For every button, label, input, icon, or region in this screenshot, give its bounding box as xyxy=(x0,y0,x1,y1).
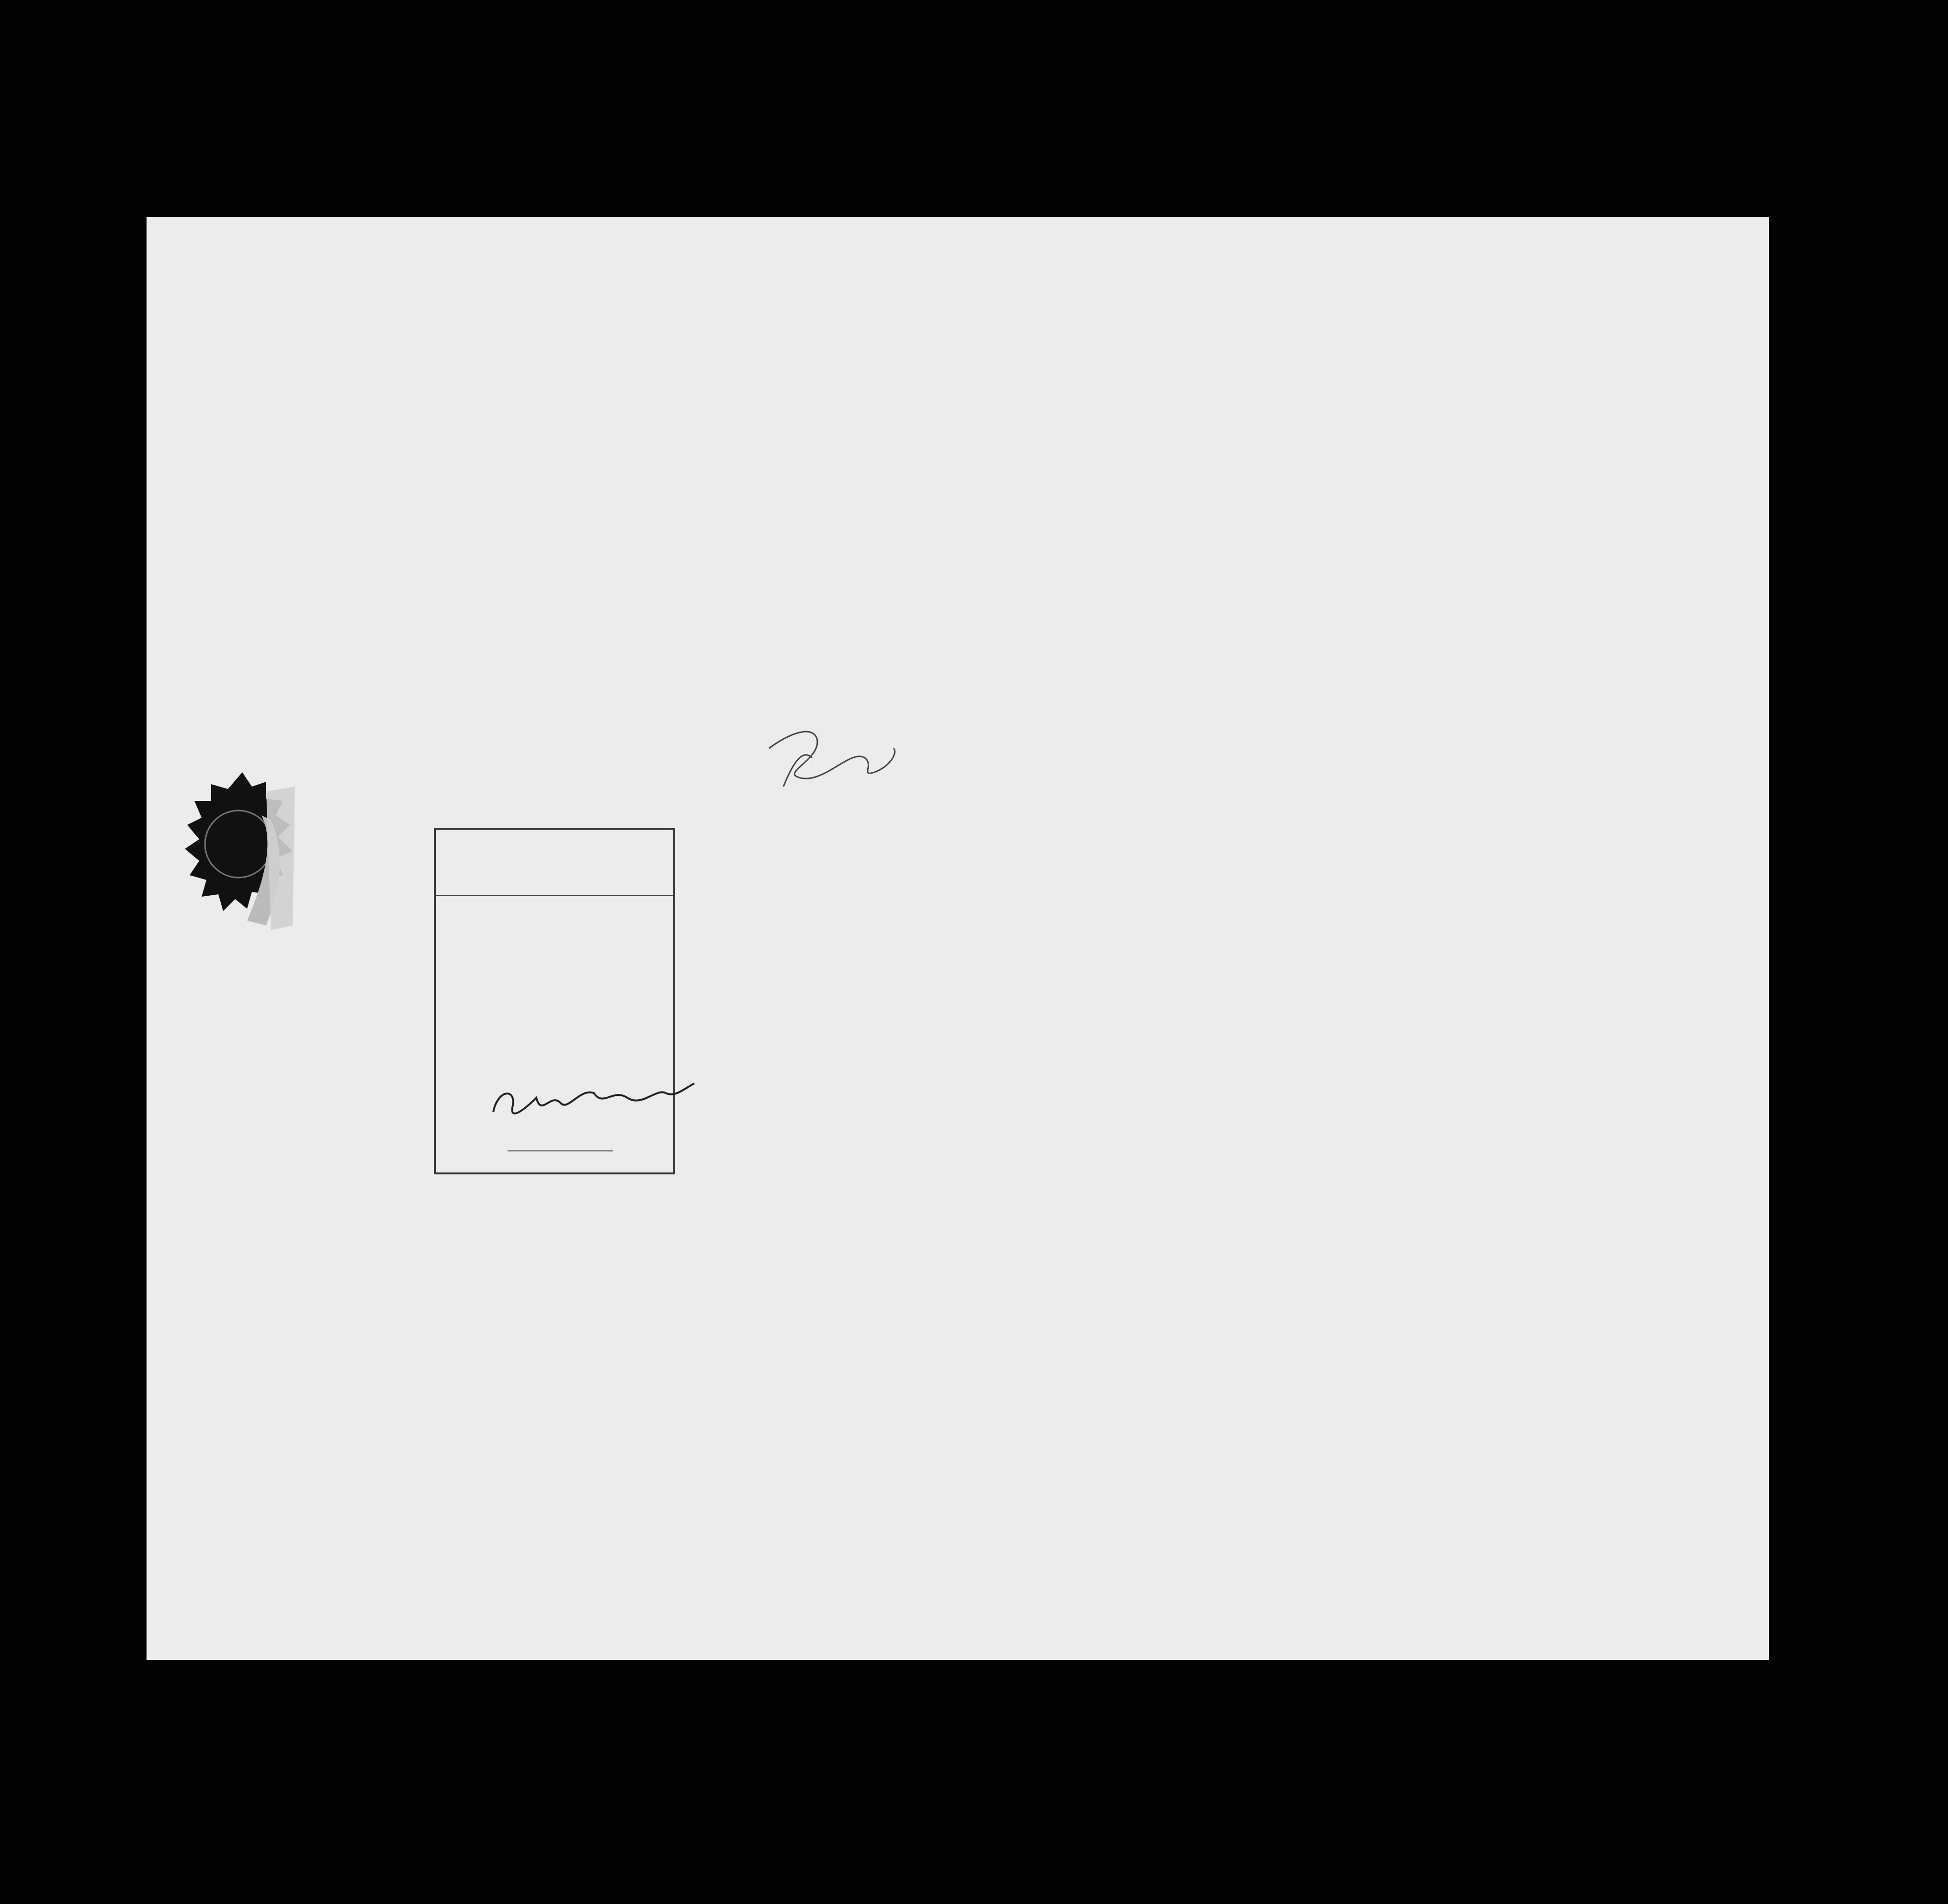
ribbon-seal-icon xyxy=(185,767,300,959)
manifest-grid xyxy=(147,217,1769,1660)
visa-issued xyxy=(443,994,450,1011)
visa-valid xyxy=(443,1012,447,1026)
manifest-sheet xyxy=(147,217,1769,1660)
visa-stamp xyxy=(434,828,675,1174)
visa-divider xyxy=(436,895,673,896)
visa-for xyxy=(443,1026,487,1042)
officer-initials xyxy=(755,720,908,791)
consul-signature xyxy=(484,1079,704,1131)
consul-rule xyxy=(508,1150,613,1151)
closed-stamp xyxy=(425,746,471,774)
